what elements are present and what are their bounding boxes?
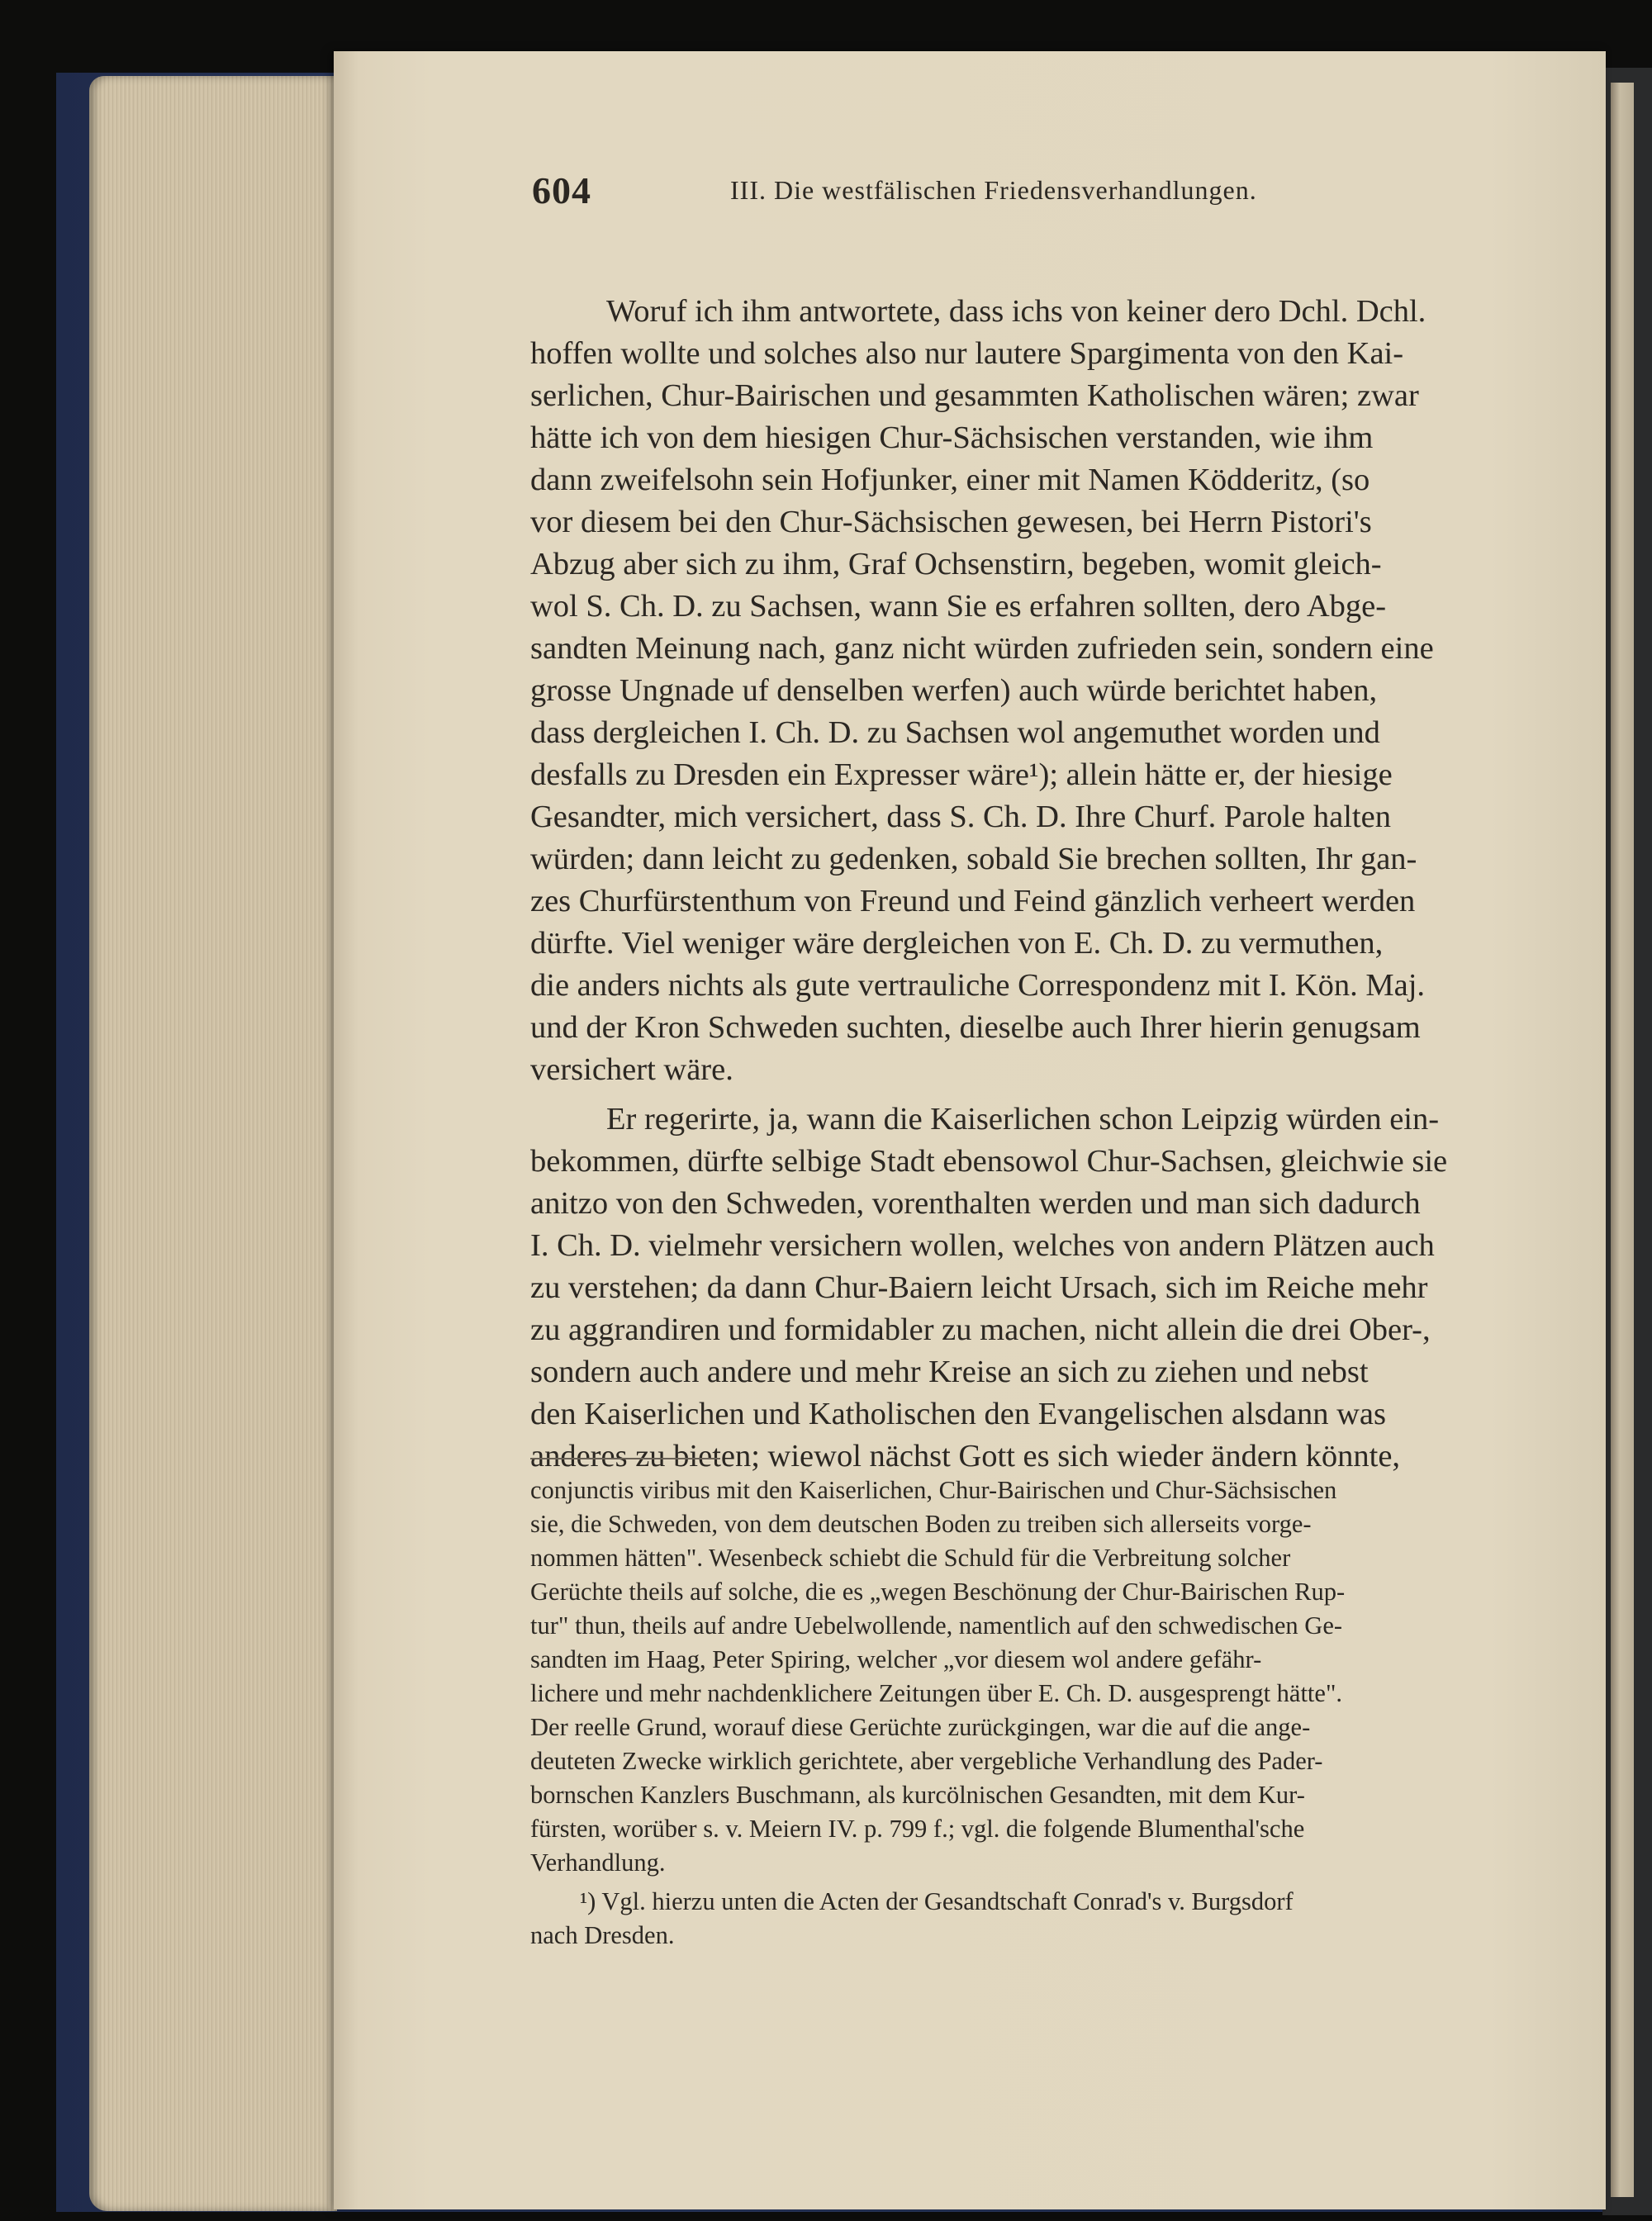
page-content [334, 51, 1606, 2209]
footnote-line: nach Dresden. [530, 1921, 675, 1949]
running-head: III. Die westfälischen Friedensverhandlungen. [730, 175, 1257, 205]
body-line: desfalls zu Dresden ein Expresser wäre¹); allein hätte er, der hiesige [530, 757, 1393, 792]
body-line: den Kaiserlichen und Katholischen den Evangelischen alsdann was [530, 1397, 1386, 1431]
body-line: dann zweifelsohn sein Hofjunker, einer mit Namen Ködderitz, (so [530, 463, 1370, 497]
page-number: 604 [532, 169, 591, 211]
footnote-line: deuteten Zwecke wirklich gerichtete, aber vergebliche Verhandlung des Pader- [530, 1747, 1323, 1775]
footnote-line: Der reelle Grund, worauf diese Gerüchte zurückgingen, war die auf die ange- [530, 1713, 1311, 1741]
body-line: anitzo von den Schweden, vorenthalten werden und man sich dadurch [530, 1186, 1421, 1221]
footnote-line: Verhandlung. [530, 1848, 666, 1877]
footnote-line: conjunctis viribus mit den Kaiserlichen, Chur-Bairischen und Chur-Sächsischen [530, 1476, 1337, 1504]
body-line: würden; dann leicht zu gedenken, sobald Sie brechen sollten, Ihr gan- [530, 842, 1417, 876]
body-line: hätte ich von dem hiesigen Chur-Sächsischen verstanden, wie ihm [530, 420, 1374, 455]
footnote-line: nommen hätten". Wesenbeck schiebt die Schuld für die Verbreitung solcher [530, 1544, 1291, 1572]
body-line: hoffen wollte und solches also nur lautere Spargimenta von den Kai- [530, 336, 1404, 371]
body-line: anderes zu bieten; wiewol nächst Gott es sich wieder ändern könnte, [530, 1439, 1401, 1474]
page-header [532, 168, 1652, 226]
body-line: I. Ch. D. vielmehr versichern wollen, welches von andern Plätzen auch [530, 1228, 1435, 1263]
body-line: grosse Ungnade uf denselben werfen) auch würde berichtet haben, [530, 673, 1378, 708]
body-line: die anders nichts als gute vertrauliche Correspondenz mit I. Kön. Maj. [530, 968, 1426, 1003]
body-line: wol S. Ch. D. zu Sachsen, wann Sie es erfahren sollten, dero Abge- [530, 589, 1387, 624]
body-line: zu aggrandiren und formidabler zu machen, nicht allein die drei Ober-, [530, 1312, 1431, 1347]
page-edges [89, 76, 337, 2211]
footnote-rule [530, 1458, 720, 1459]
footnote-line: sandten im Haag, Peter Spiring, welcher „vor diesem wol andere gefähr- [530, 1645, 1262, 1673]
body-line: zu verstehen; da dann Chur-Baiern leicht Ursach, sich im Reiche mehr [530, 1270, 1428, 1305]
footnote-line: ¹) Vgl. hierzu unten die Acten der Gesandtschaft Conrad's v. Burgsdorf [580, 1887, 1294, 1915]
body-line: Er regerirte, ja, wann die Kaiserlichen schon Leipzig würden ein- [606, 1102, 1440, 1137]
footnote-line: bornschen Kanzlers Buschmann, als kurcölnischen Gesandten, mit dem Kur- [530, 1781, 1305, 1809]
body-line: Woruf ich ihm antwortete, dass ichs von keiner dero Dchl. Dchl. [606, 294, 1427, 329]
body-line: und der Kron Schweden suchten, dieselbe auch Ihrer hierin genugsam [530, 1010, 1421, 1045]
body-line: sondern auch andere und mehr Kreise an sich zu ziehen und nebst [530, 1355, 1369, 1389]
body-line: versichert wäre. [530, 1052, 733, 1087]
footnote-line: tur" thun, theils auf andre Uebelwollende, namentlich auf den schwedischen Ge- [530, 1611, 1343, 1640]
footnote-line: fürsten, worüber s. v. Meiern IV. p. 799 f.; vgl. die folgende Blumenthal'sche [530, 1815, 1305, 1843]
footnote-line: lichere und mehr nachdenklichere Zeitungen über E. Ch. D. ausgesprengt hätte". [530, 1679, 1343, 1707]
body-line: zes Churfürstenthum von Freund und Feind gänzlich verheert werden [530, 884, 1416, 918]
body-line: dass dergleichen I. Ch. D. zu Sachsen wol angemuthet worden und [530, 715, 1380, 750]
footnote-line: Gerüchte theils auf solche, die es „wegen Beschönung der Chur-Bairischen Rup- [530, 1578, 1346, 1606]
body-line: serlichen, Chur-Bairischen und gesammten Katholischen wären; zwar [530, 378, 1419, 413]
body-line: Gesandter, mich versichert, dass S. Ch. D. Ihre Churf. Parole halten [530, 800, 1391, 834]
body-line: vor diesem bei den Chur-Sächsischen gewesen, bei Herrn Pistori's [530, 505, 1372, 539]
body-line: dürfte. Viel weniger wäre dergleichen von E. Ch. D. zu vermuthen, [530, 926, 1384, 961]
footnote-line: sie, die Schweden, von dem deutschen Boden zu treiben sich allerseits vorge- [530, 1510, 1312, 1538]
book-page [334, 51, 1606, 2209]
body-line: Abzug aber sich zu ihm, Graf Ochsenstirn, begeben, womit gleich- [530, 547, 1382, 581]
body-line: sandten Meinung nach, ganz nicht würden zufrieden sein, sondern eine [530, 631, 1434, 666]
body-line: bekommen, dürfte selbige Stadt ebensowol Chur-Sachsen, gleichwie sie [530, 1144, 1448, 1179]
next-page-edge [1611, 83, 1634, 2197]
